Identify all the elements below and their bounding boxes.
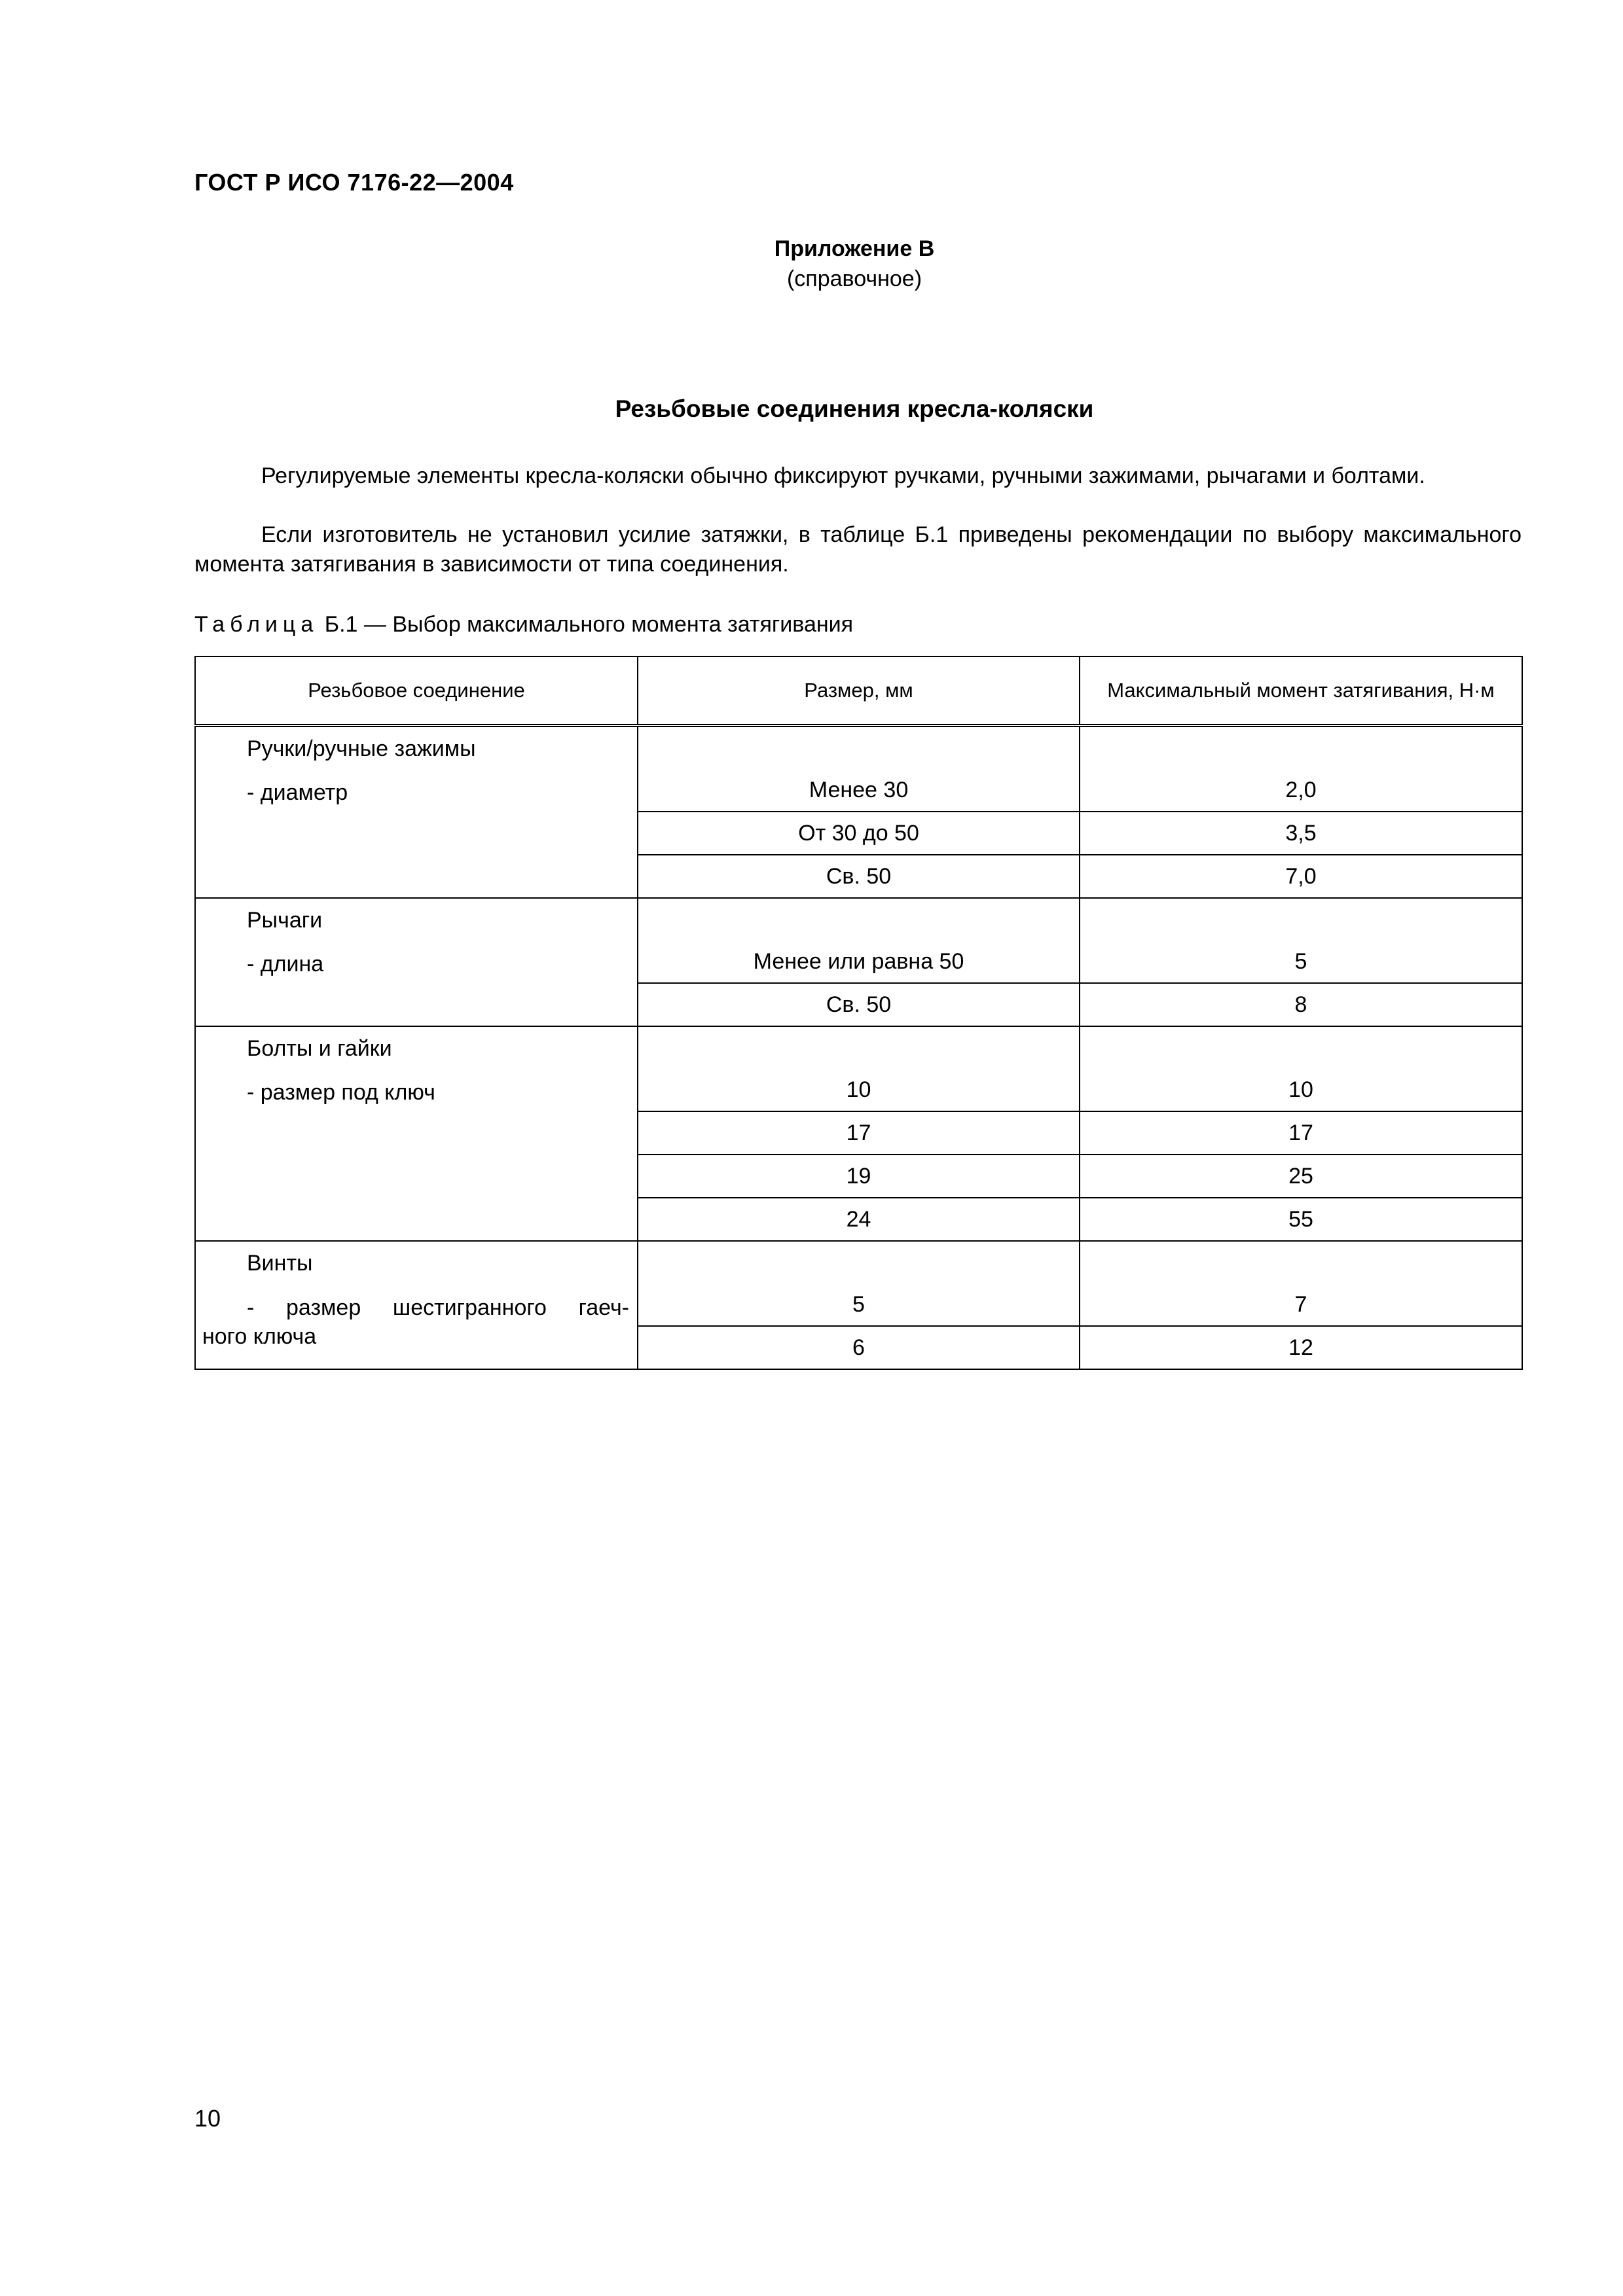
table-row: [195, 1241, 1522, 1283]
table-cell-blank: [1080, 898, 1522, 941]
paragraph-1: [194, 461, 1522, 491]
paragraph-1-text: Регулируемые элементы кресла-коляски обычно фиксируют ручками, ручными зажимами, рычагами и болтами.: [261, 463, 1425, 488]
size-cell: 10: [638, 1069, 1080, 1111]
paragraph-2: [194, 520, 1522, 579]
torque-cell: 7: [1080, 1283, 1522, 1326]
group-cell: [195, 1026, 638, 1241]
size-cell: 19: [638, 1155, 1080, 1198]
header-size: Размер, мм: [638, 656, 1080, 726]
torque-cell: 25: [1080, 1155, 1522, 1198]
table-caption-prefix: Таблица: [194, 612, 319, 637]
torque-cell: 2,0: [1080, 769, 1522, 812]
table-row: [195, 1026, 1522, 1069]
torque-cell: 55: [1080, 1198, 1522, 1241]
table-cell-blank: [638, 1026, 1080, 1069]
size-cell: Св. 50: [638, 983, 1080, 1026]
group-param: - диаметр: [247, 780, 348, 805]
table-row: [195, 726, 1522, 770]
group-param: [196, 1293, 637, 1351]
group-param-line-2: ного ключа: [202, 1324, 317, 1349]
table-cell-blank: [1080, 726, 1522, 770]
torque-cell: 7,0: [1080, 855, 1522, 898]
paragraph-2-text: Если изготовитель не установил усилие затяжки, в таблице Б.1 приведены рекомендации по выбору максимального момента затягивания в зависимости от типа соединения.: [194, 522, 1522, 577]
group-cell: [195, 1241, 638, 1369]
size-cell: 17: [638, 1111, 1080, 1155]
group-param-line-1: - размер шестигранного гаеч-: [247, 1295, 629, 1320]
torque-cell: 8: [1080, 983, 1522, 1026]
torque-cell: 12: [1080, 1326, 1522, 1369]
group-name: Рычаги: [247, 908, 323, 933]
size-cell: 5: [638, 1283, 1080, 1326]
size-cell: От 30 до 50: [638, 812, 1080, 855]
size-cell: Менее или равна 50: [638, 941, 1080, 983]
torque-cell: 10: [1080, 1069, 1522, 1111]
torque-cell: 17: [1080, 1111, 1522, 1155]
table-cell-blank: [1080, 1026, 1522, 1069]
group-cell: [195, 898, 638, 1026]
torque-table: [194, 656, 1523, 1370]
group-name: Болты и гайки: [247, 1036, 392, 1061]
table-header-row: [195, 656, 1522, 726]
torque-cell: 3,5: [1080, 812, 1522, 855]
table-caption: [194, 612, 853, 637]
annex-title: Приложение В: [774, 236, 935, 261]
group-name: Ручки/ручные зажимы: [247, 736, 476, 761]
header-torque: [1080, 656, 1522, 726]
annex-subtitle: (справочное): [786, 266, 922, 291]
header-connection: Резьбовое соединение: [195, 656, 638, 726]
table-cell-blank: [638, 726, 1080, 770]
section-title: Резьбовые соединения кресла-коляски: [615, 395, 1094, 422]
table-cell-blank: [638, 898, 1080, 941]
size-cell: 24: [638, 1198, 1080, 1241]
page-number: 10: [194, 2105, 221, 2132]
torque-cell: 5: [1080, 941, 1522, 983]
table-cell-blank: [1080, 1241, 1522, 1283]
group-name: Винты: [247, 1251, 313, 1276]
document-header: ГОСТ Р ИСО 7176-22—2004: [194, 169, 514, 196]
size-cell: 6: [638, 1326, 1080, 1369]
group-cell: [195, 726, 638, 899]
group-param: - размер под ключ: [247, 1080, 435, 1105]
table-row: [195, 898, 1522, 941]
size-cell: Менее 30: [638, 769, 1080, 812]
group-param: - длина: [247, 952, 324, 977]
size-cell: Св. 50: [638, 855, 1080, 898]
table-caption-text: Б.1 — Выбор максимального момента затягивания: [324, 612, 854, 637]
table-cell-blank: [638, 1241, 1080, 1283]
header-torque-text: Максимальный момент затягивания, Н·м: [1107, 679, 1495, 702]
